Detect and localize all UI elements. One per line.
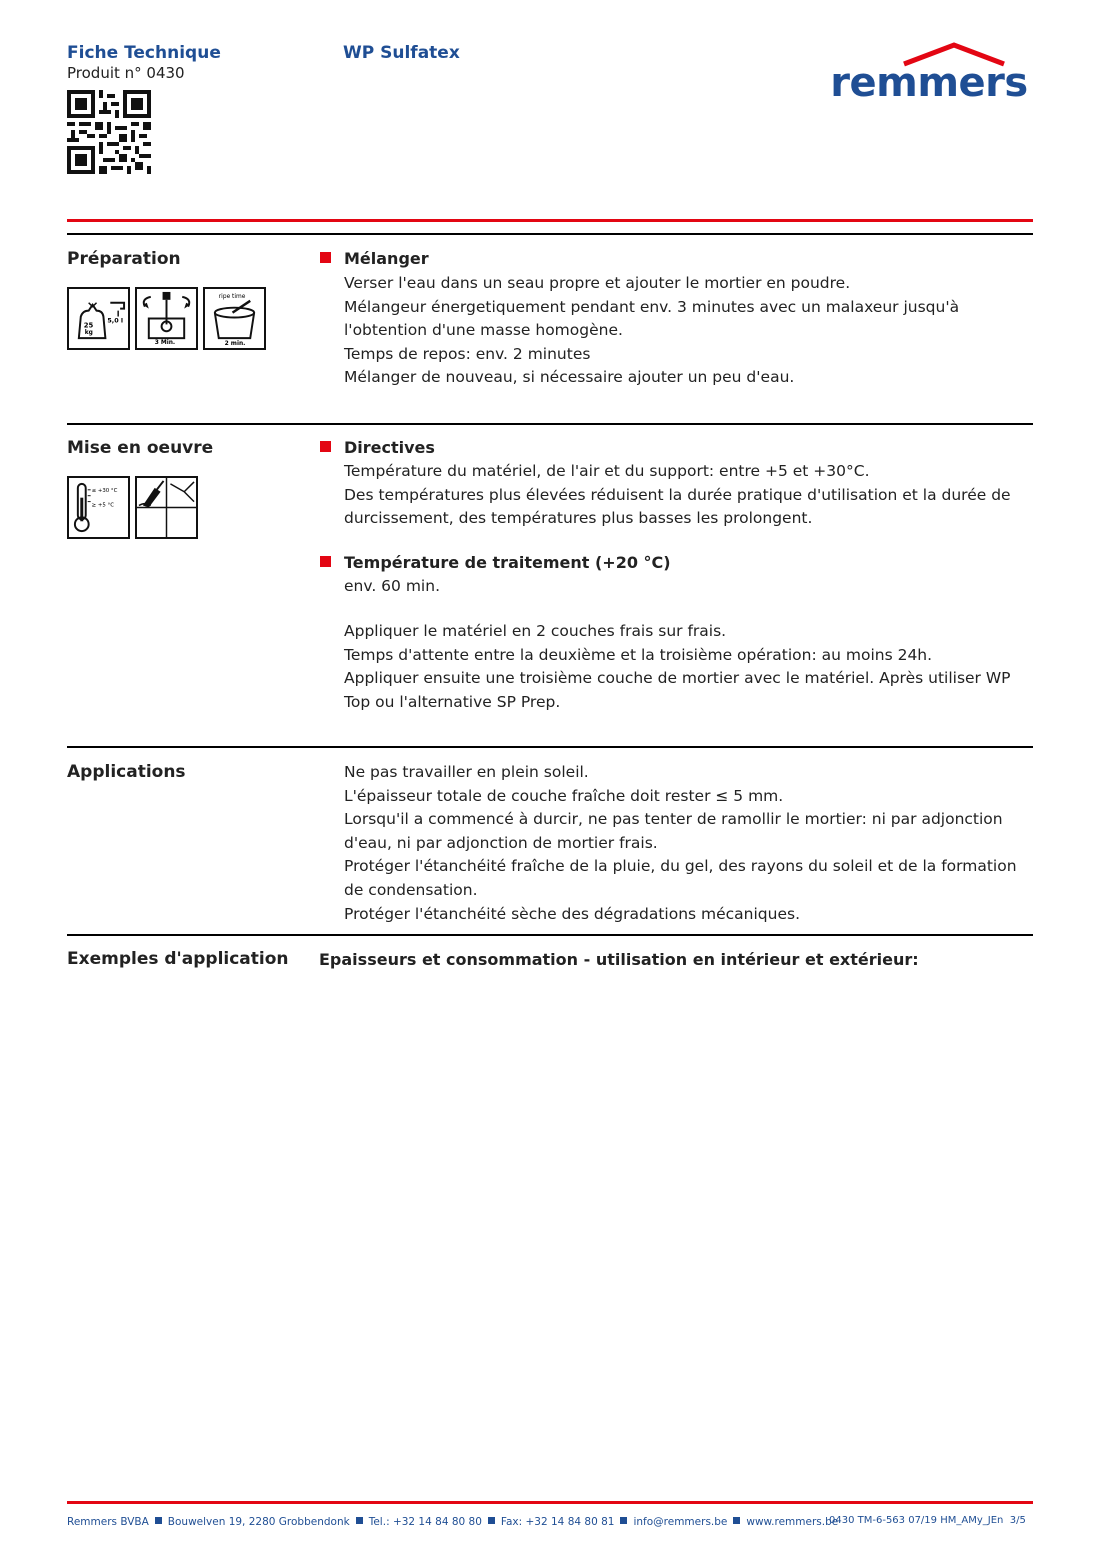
section-label-applications: Applications — [67, 762, 186, 782]
footer-red-line — [67, 1501, 1033, 1504]
product-number: Produit n° 0430 — [67, 64, 185, 82]
heading-text: Température de traitement (+20 °C) — [344, 553, 671, 572]
layers-text — [344, 620, 1034, 714]
section-label-exemples: Exemples d'application — [67, 949, 289, 969]
section-divider — [67, 746, 1033, 748]
brush-trowel-icon — [135, 476, 198, 539]
bullet-square-icon — [320, 556, 331, 567]
mixer-3min-icon — [135, 287, 198, 350]
footer-address: Bouwelven 19, 2280 Grobbendonk — [167, 1516, 350, 1528]
text-line: Mélanger de nouveau, si nécessaire ajouter un peu d'eau. — [344, 368, 795, 387]
thermometer-icon — [67, 476, 130, 539]
section-label-mise-en-oeuvre: Mise en oeuvre — [67, 438, 214, 458]
logo-wordmark: remmers — [830, 60, 1028, 106]
text-line: Temps de repos: env. 2 minutes — [344, 344, 591, 363]
directives-text — [344, 460, 1034, 531]
section-divider — [67, 423, 1033, 425]
heading-melanger — [320, 249, 429, 268]
document-type: Fiche Technique — [67, 43, 221, 63]
applications-text — [344, 761, 1034, 926]
header-red-line — [67, 219, 1033, 222]
text-line: Temps d'attente entre la deuxième et la troisième opération: au moins 24h. — [344, 645, 933, 664]
text-line: Verser l'eau dans un seau propre et ajouter le mortier en poudre. — [344, 274, 851, 292]
section-label-preparation: Préparation — [67, 249, 181, 269]
text-line: L'épaisseur totale de couche fraîche doit rester ≤ 5 mm. — [344, 786, 784, 805]
header-rule — [67, 233, 1033, 235]
text-line: Protéger l'étanchéité fraîche de la pluie, du gel, des rayons du soleil et de la formation de condensation. — [344, 857, 1017, 899]
svg-text:2 min.: 2 min. — [224, 341, 246, 348]
svg-text:25: 25 — [83, 321, 94, 330]
footer-separator-icon — [155, 1517, 162, 1524]
text-line: Mélangeur énergetiquement pendant env. 3 minutes avec un malaxeur jusqu'à l'obtention d'une masse homogène. — [344, 297, 960, 340]
section-divider — [67, 934, 1033, 936]
footer-tel: Tel.: +32 14 84 80 80 — [368, 1516, 482, 1528]
remmers-logo — [826, 42, 1032, 108]
text-line: Température du matériel, de l'air et du support: entre +5 et +30°C. — [344, 462, 870, 480]
svg-text:kg: kg — [84, 330, 93, 337]
svg-text:≤ +30 °C: ≤ +30 °C — [91, 487, 118, 494]
qr-code-icon — [67, 90, 151, 174]
svg-text:≥ +5 °C: ≥ +5 °C — [91, 502, 114, 509]
footer-fax: Fax: +32 14 84 80 81 — [500, 1516, 615, 1528]
footer-ref-code: 0430 TM-6-563 07/19 HM_AMy_JEn — [829, 1515, 1004, 1526]
text-line: Appliquer ensuite une troisième couche de mortier avec le matériel. Après utiliser WP Top ou l'alternative SP Prep. — [344, 669, 1011, 711]
bullet-square-icon — [320, 252, 331, 263]
text-line: env. 60 min. — [344, 577, 440, 595]
preparation-text — [344, 272, 1034, 390]
bullet-square-icon — [320, 441, 331, 452]
product-name: WP Sulfatex — [343, 43, 460, 63]
footer-separator-icon — [488, 1517, 495, 1524]
footer-reference — [829, 1515, 1026, 1526]
footer-separator-icon — [620, 1517, 627, 1524]
footer-separator-icon — [733, 1517, 740, 1524]
bag-25kg-water-5l-icon — [67, 287, 130, 350]
text-line: Lorsqu'il a commencé à durcir, ne pas tenter de ramollir le mortier: ni par adjonction d'eau, ni par adjonction de mortier frais. — [344, 810, 1003, 852]
footer-email-link[interactable]: info@remmers.be — [633, 1516, 728, 1528]
heading-text: Directives — [344, 438, 435, 457]
text-line: Protéger l'étanchéité sèche des dégradations mécaniques. — [344, 904, 801, 923]
heading-temperature-traitement — [320, 553, 671, 572]
examples-heading: Epaisseurs et consommation - utilisation en intérieur et extérieur: — [319, 950, 919, 969]
text-line: Appliquer le matériel en 2 couches frais sur frais. — [344, 622, 727, 640]
footer-company: Remmers BVBA — [67, 1516, 149, 1528]
svg-text:3 Min.: 3 Min. — [154, 340, 176, 347]
svg-text:5,0 l: 5,0 l — [107, 316, 124, 325]
heading-directives — [320, 438, 435, 457]
heading-text: Mélanger — [344, 249, 429, 268]
text-line: Des températures plus élevées réduisent la durée pratique d'utilisation et la durée de durcissement, des températures plus basses les prolongent. — [344, 485, 1011, 528]
text-line: Ne pas travailler en plein soleil. — [344, 763, 589, 781]
svg-text:ripe time: ripe time — [218, 293, 246, 300]
footer-web-link[interactable]: www.remmers.be — [746, 1516, 839, 1528]
footer-separator-icon — [356, 1517, 363, 1524]
ripe-time-bucket-2min-icon — [203, 287, 266, 350]
temperature-text — [344, 575, 1034, 599]
page-number: 3/5 — [1009, 1515, 1026, 1526]
